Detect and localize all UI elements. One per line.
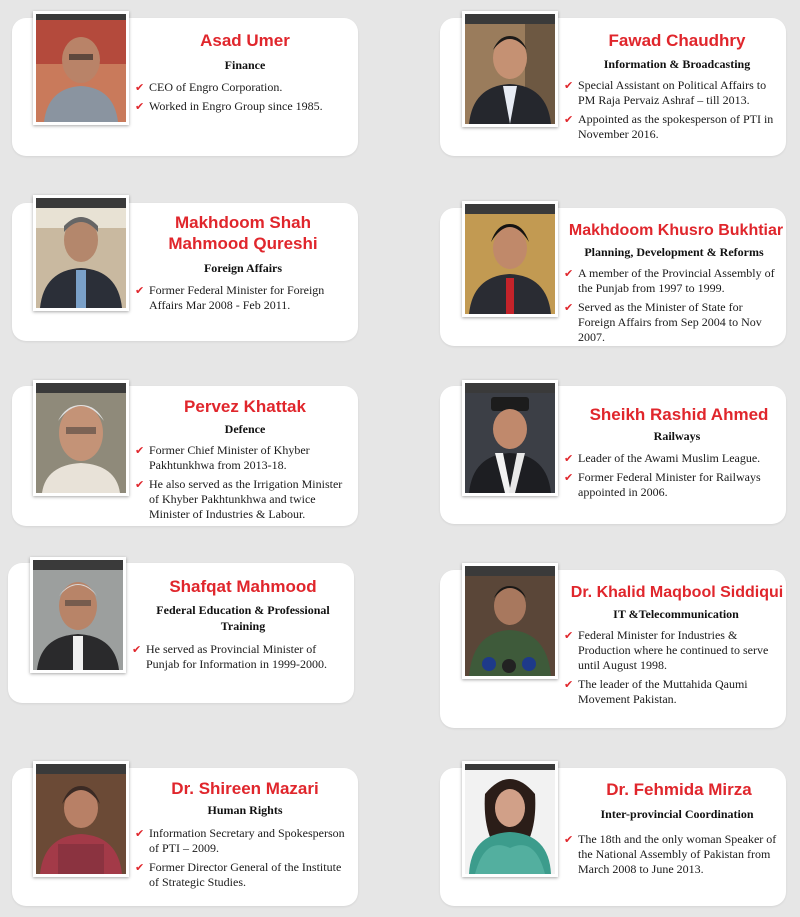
check-icon: ✔ (564, 833, 574, 846)
check-icon: ✔ (135, 861, 145, 874)
bio-text: He also served as the Irrigation Minister of Khyber Pakhtunkhwa and twice Minister of Industries & Labour. (149, 477, 343, 521)
minister-bio-list (135, 283, 350, 317)
portrait-photo (33, 11, 129, 125)
portrait-photo (462, 761, 558, 877)
minister-name: Dr. Khalid Maqbool Siddiqui (570, 584, 784, 601)
bio-item (135, 477, 355, 522)
check-icon: ✔ (132, 643, 142, 656)
bio-item (564, 470, 782, 500)
bio-item (564, 832, 782, 877)
portrait-photo (33, 761, 129, 877)
bio-item (135, 99, 350, 114)
bio-item (135, 283, 350, 313)
minister-portfolio: Inter-provincial Coordination (600, 807, 754, 821)
minister-portfolio: Defence (224, 422, 266, 436)
check-icon: ✔ (135, 100, 145, 113)
bio-item (135, 80, 350, 95)
check-icon: ✔ (135, 444, 145, 457)
minister-name: Asad Umer (200, 31, 290, 50)
check-icon: ✔ (564, 79, 574, 92)
minister-bio-list (135, 80, 350, 118)
bio-item (564, 300, 782, 345)
minister-portfolio: Information & Broadcasting (603, 57, 751, 71)
bio-item (135, 443, 355, 473)
bio-text: Federal Minister for Industries & Production where he continued to serve until August 1998. (578, 628, 769, 672)
check-icon: ✔ (135, 284, 145, 297)
portrait-photo (462, 380, 558, 496)
minister-bio-list (132, 642, 350, 676)
minister-bio-list (564, 78, 782, 146)
minister-bio-list (564, 451, 782, 504)
bio-text: Information Secretary and Spokesperson of PTI – 2009. (149, 826, 345, 855)
bio-text: CEO of Engro Corporation. (149, 80, 283, 94)
bio-item (135, 826, 350, 856)
bio-text: Leader of the Awami Muslim League. (578, 451, 761, 465)
check-icon: ✔ (564, 629, 574, 642)
bio-item (564, 628, 782, 673)
bio-item (564, 266, 782, 296)
bio-text: The leader of the Muttahida Qaumi Movement Pakistan. (578, 677, 748, 706)
minister-portfolio: Planning, Development & Reforms (584, 245, 764, 259)
bio-item (564, 78, 782, 108)
minister-name: Sheikh Rashid Ahmed (589, 405, 769, 424)
minister-portfolio: Federal Education & Professional Training (156, 603, 330, 633)
portrait-photo (462, 201, 558, 317)
minister-bio-list (135, 443, 355, 526)
check-icon: ✔ (564, 678, 574, 691)
minister-name: Makhdoom Khusro Bukhtiar (568, 222, 784, 239)
minister-bio-list (564, 628, 782, 711)
check-icon: ✔ (564, 301, 574, 314)
minister-portfolio: IT &Telecommunication (613, 607, 739, 621)
minister-portfolio: Human Rights (207, 803, 283, 817)
minister-name: Shafqat Mahmood (169, 577, 317, 596)
bio-text: A member of the Provincial Assembly of the Punjab from 1997 to 1999. (578, 266, 775, 295)
bio-text: Former Director General of the Institute of Strategic Studies. (149, 860, 342, 889)
check-icon: ✔ (564, 267, 574, 280)
bio-text: Former Federal Minister for Foreign Affairs Mar 2008 - Feb 2011. (149, 283, 325, 312)
minister-portfolio: Finance (224, 58, 266, 72)
bio-item (564, 112, 782, 142)
portrait-photo (33, 380, 129, 496)
check-icon: ✔ (564, 113, 574, 126)
bio-text: Served as the Minister of State for Foreign Affairs from Sep 2004 to Nov 2007. (578, 300, 762, 344)
bio-item (135, 860, 350, 890)
bio-text: He served as Provincial Minister of Punjab for Information in 1999-2000. (146, 642, 327, 671)
bio-text: Special Assistant on Political Affairs to PM Raja Pervaiz Ashraf – till 2013. (578, 78, 767, 107)
minister-name: Dr. Fehmida Mirza (606, 780, 752, 799)
bio-text: Appointed as the spokesperson of PTI in November 2016. (578, 112, 774, 141)
portrait-photo (30, 557, 126, 673)
minister-name: Pervez Khattak (184, 397, 306, 416)
check-icon: ✔ (564, 452, 574, 465)
check-icon: ✔ (135, 81, 145, 94)
bio-text: The 18th and the only woman Speaker of the National Assembly of Pakistan from March 2008 to June 2013. (578, 832, 777, 876)
minister-name: Dr. Shireen Mazari (171, 779, 319, 798)
portrait-photo (462, 11, 558, 127)
check-icon: ✔ (135, 478, 145, 491)
minister-name: Fawad Chaudhry (608, 31, 746, 50)
bio-text: Former Federal Minister for Railways appointed in 2006. (578, 470, 761, 499)
portrait-photo (33, 195, 129, 311)
bio-item (564, 451, 782, 466)
minister-portfolio: Railways (653, 429, 701, 443)
minister-bio-list (135, 826, 350, 894)
bio-item (564, 677, 782, 707)
minister-name: Makhdoom Shah Mahmood Qureshi (168, 213, 318, 253)
portrait-photo (462, 563, 558, 679)
minister-bio-list (564, 266, 782, 349)
minister-bio-list (564, 832, 782, 881)
bio-text: Former Chief Minister of Khyber Pakhtunkhwa from 2013-18. (149, 443, 310, 472)
bio-item (132, 642, 350, 672)
check-icon: ✔ (135, 827, 145, 840)
check-icon: ✔ (564, 471, 574, 484)
minister-portfolio: Foreign Affairs (203, 261, 283, 275)
bio-text: Worked in Engro Group since 1985. (149, 99, 323, 113)
